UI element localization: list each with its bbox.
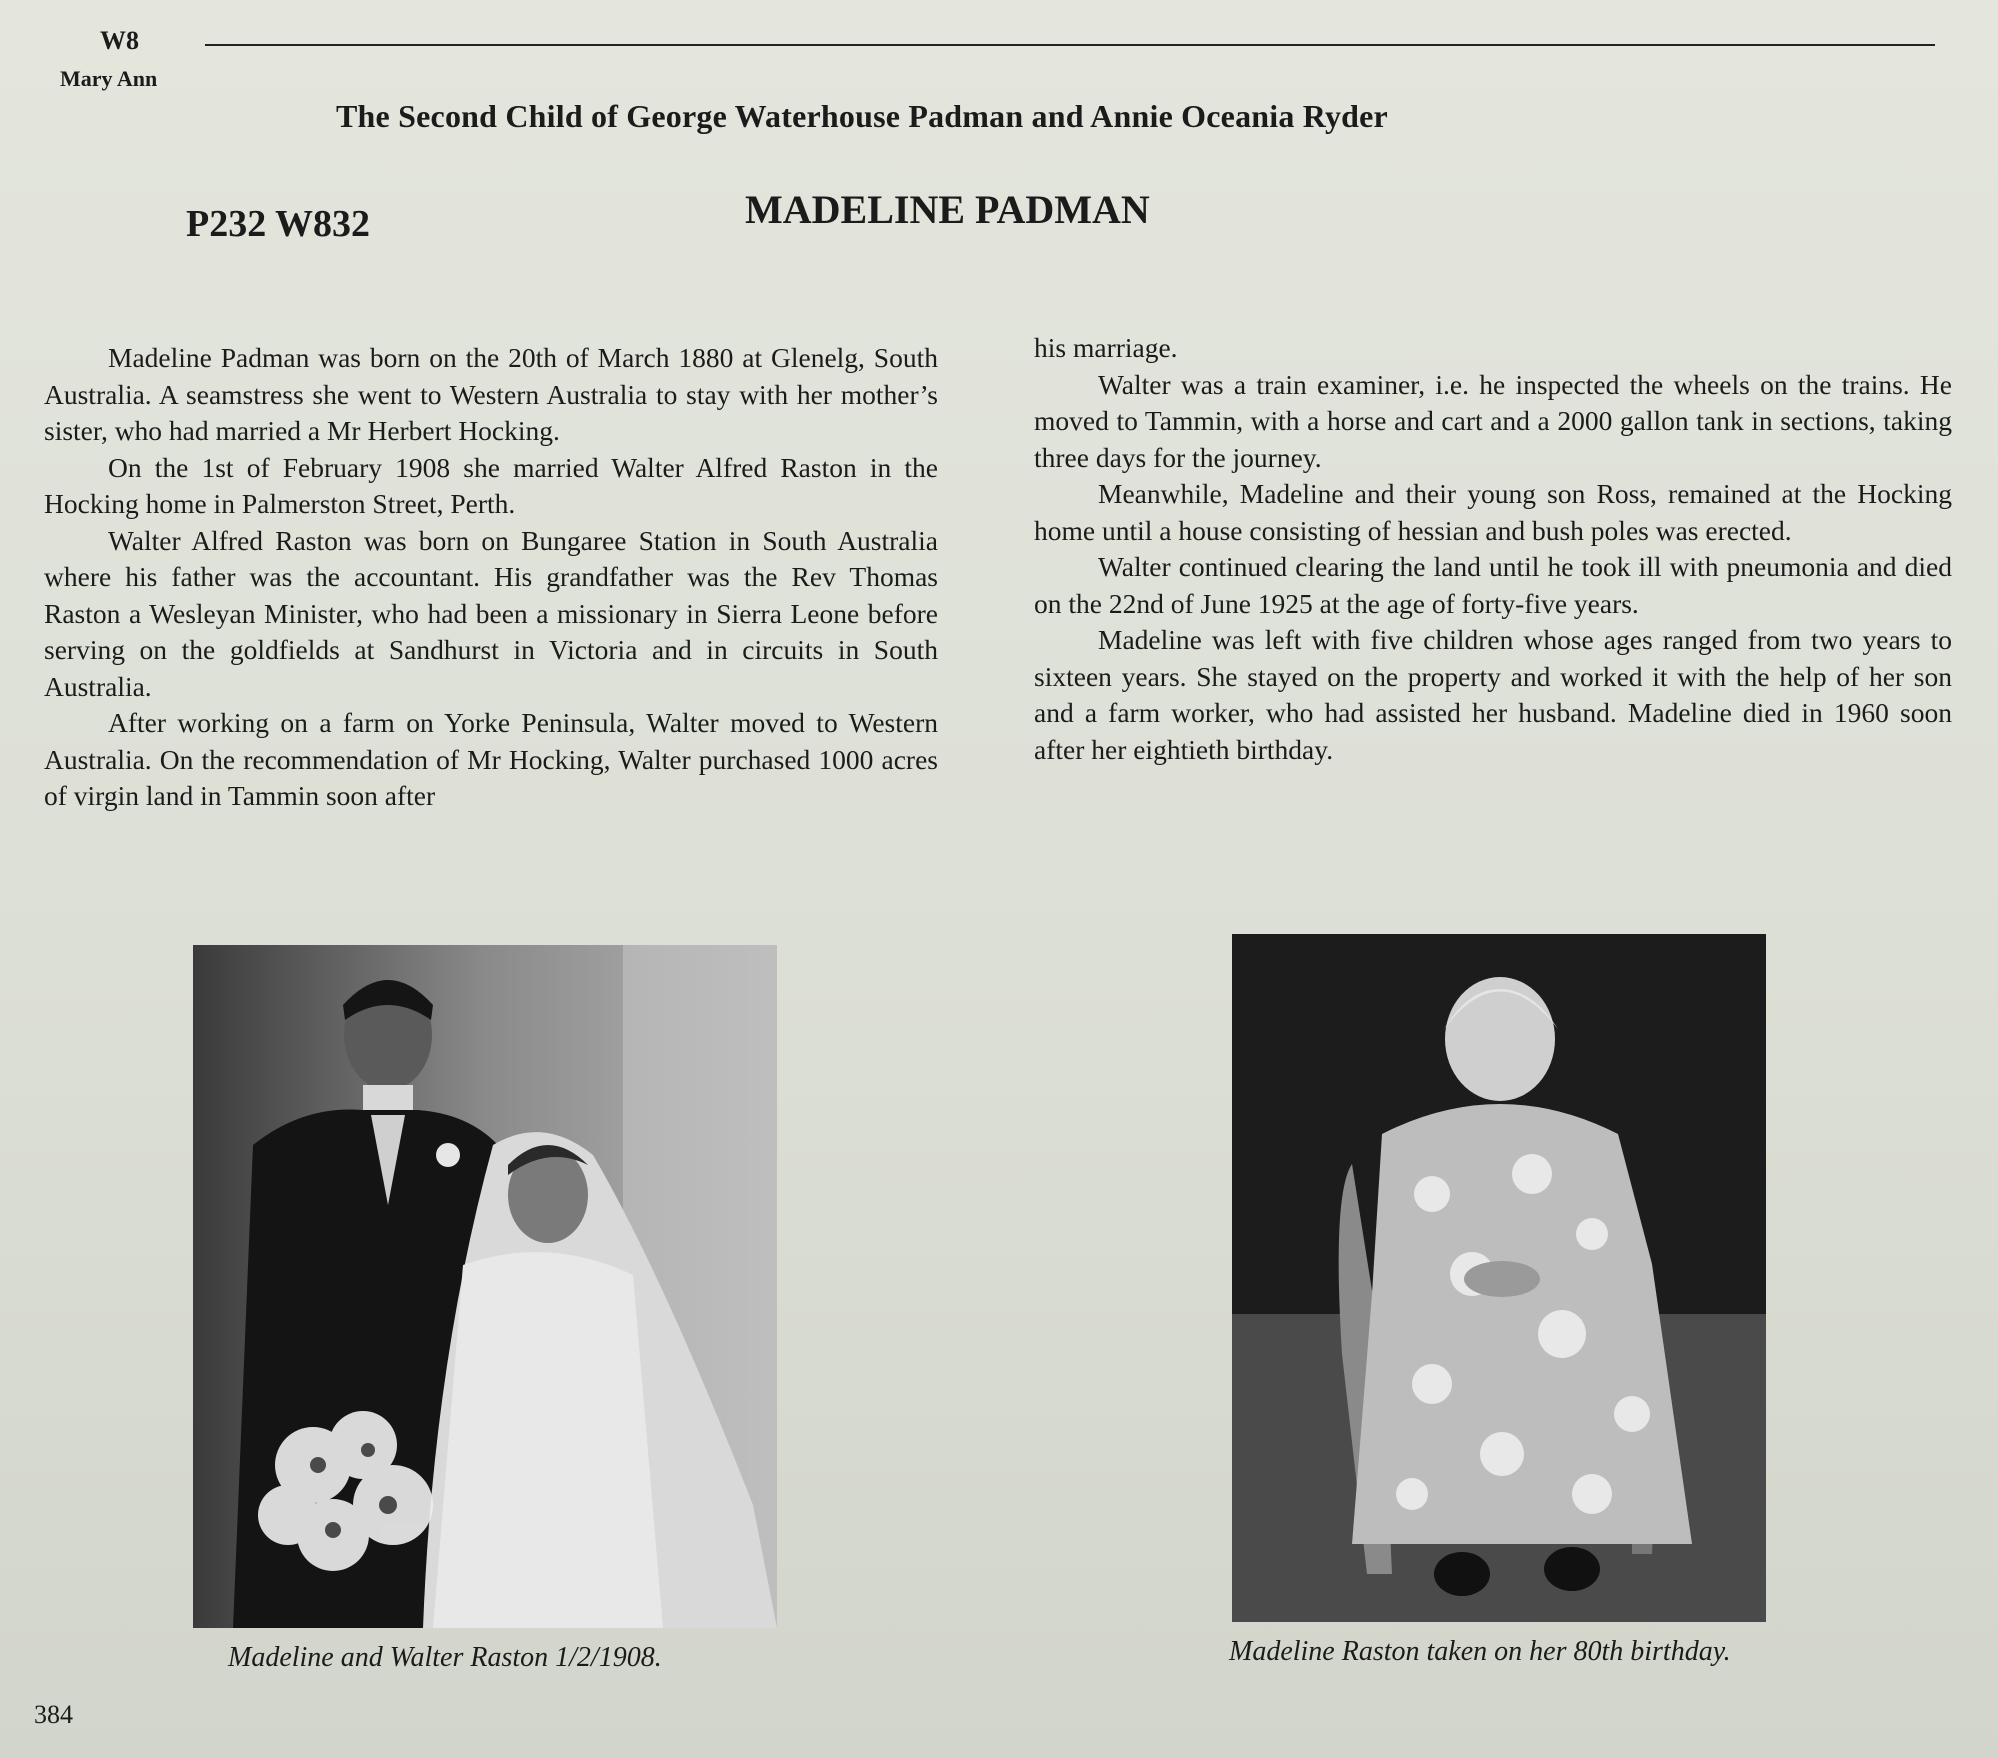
paragraph: Meanwhile, Madeline and their young son Ross, remained at the Hocking home until a house consisting of hessian and bush poles was erected. [1034, 478, 1952, 546]
left-column [44, 340, 938, 815]
paragraph: Walter continued clearing the land until he took ill with pneumonia and died on the 22nd of June 1925 at the age of forty-five years. [1034, 551, 1952, 619]
page-title: MADELINE PADMAN [745, 187, 1150, 232]
paragraph: Walter was a train examiner, i.e. he inspected the wheels on the trains. He moved to Tammin, with a horse and cart and a 2000 gallon tank in sections, taking three days for the journey. [1034, 368, 1952, 473]
paragraph: Madeline Padman was born on the 20th of March 1880 at Glenelg, South Australia. A seamstress she went to Western Australia to stay with her mother’s sister, who had married a Mr Herbert Hocking. [44, 342, 938, 446]
paragraph-continuation: his marriage. [1034, 332, 1178, 363]
paragraph: Walter Alfred Raston was born on Bungaree Station in South Australia where his father was the accountant. His grandfather was the Rev Thomas Raston a Wesleyan Minister, who had been a missionary in Sierra Leone before serving on the goldfields at Sandhurst in Victoria and in circuits in South Australia. [44, 524, 938, 702]
header-rule [205, 44, 1935, 46]
portrait-photo [1232, 934, 1766, 1622]
page-number: 384 [34, 1700, 73, 1729]
wedding-photo [193, 945, 777, 1628]
paragraph: On the 1st of February 1908 she married Walter Alfred Raston in the Hocking home in Palmerston Street, Perth. [44, 451, 938, 519]
page-subtitle: The Second Child of George Waterhouse Padman and Annie Oceania Ryder [336, 98, 1388, 134]
paragraph: Madeline was left with five children whose ages ranged from two years to sixteen years. She stayed on the property and worked it with the help of her son and a farm worker, who had assisted her husband. Madeline died in 1960 soon after her eightieth birthday. [1034, 624, 1952, 765]
reference-code: P232 W832 [186, 203, 371, 245]
section-name: Mary Ann [60, 66, 158, 91]
portrait-photo-caption: Madeline Raston taken on her 80th birthday. [1229, 1636, 1731, 1667]
section-code: W8 [100, 26, 139, 55]
wedding-photo-caption: Madeline and Walter Raston 1/2/1908. [228, 1642, 662, 1673]
right-column [1034, 330, 1952, 768]
paragraph: After working on a farm on Yorke Peninsula, Walter moved to Western Australia. On the recommendation of Mr Hocking, Walter purchased 1000 acres of virgin land in Tammin soon after [44, 707, 938, 811]
